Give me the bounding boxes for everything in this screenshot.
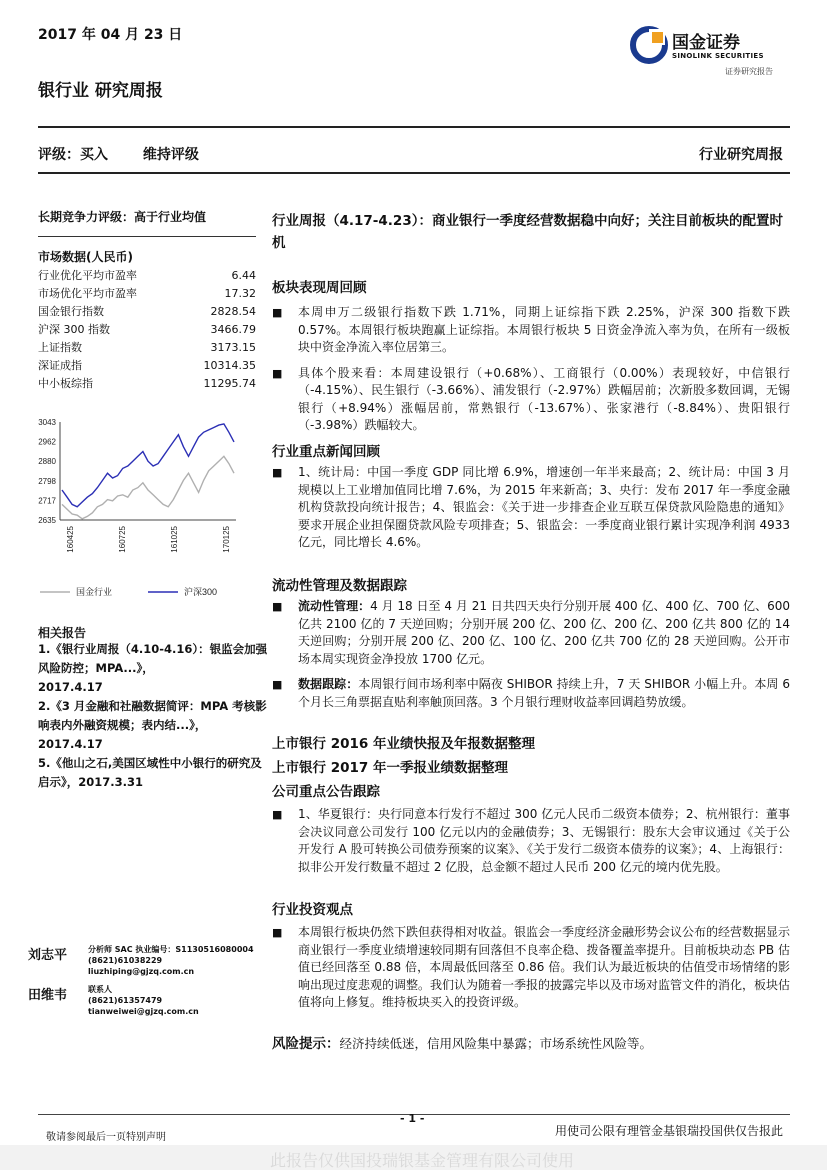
x-tick-label: 160425 [66,526,75,553]
market-data-table [38,266,256,392]
section-heading-link[interactable]: 上市银行 2017 年一季报业绩数据整理 [272,760,508,776]
section-body [272,598,790,711]
logo-subtitle: SINOLINK SECURITIES [672,52,764,60]
analyst-email[interactable]: liuzhiping@gjzq.com.cn [88,967,195,976]
x-tick-label: 161025 [170,526,179,553]
related-reports-list [38,640,268,792]
disclaimer-note: 敬请参阅最后一页特别声明 [46,1132,166,1143]
bullet-item: ■ 流动性管理：4 月 18 日至 4 月 21 日共四天央行分别开展 400 亿、400 亿、700 亿、600 亿共 2100 亿的 7 天逆回购；分别开展 200 亿、200 亿、200 亿、200 亿共 800 亿的 14 天逆回购；分别开展 200 亿、200 亿、100 亿、200 亿共 700 亿的 28 天逆回购。公开市场本周实现资金净投放 1700 亿元。 [272,598,790,668]
analyst-name: 刘志平 [28,948,68,963]
market-row: 市场优化平均市盈率 17.32 [38,286,256,300]
rating-row [38,144,229,164]
report-date: 2017 年 04 月 23 日 [38,27,183,43]
sidebar-divider [38,236,256,237]
y-tick-label: 2717 [38,496,56,506]
market-data-title: 市场数据(人民币) [38,250,133,264]
section-body [272,806,790,876]
sinolink-logo-icon [630,26,668,64]
y-tick-label: 2635 [38,516,56,525]
header-divider [38,126,790,128]
related-report-item[interactable]: 1.《银行业周报（4.10-4.16）：银监会加强风险防控；MPA...》， 2017.4.17 [38,642,268,694]
analyst-card [28,944,268,984]
section-heading-link[interactable]: 上市银行 2016 年业绩快报及年报数据整理 [272,736,535,752]
series-line [62,456,234,519]
bullet-item: ■ 本周申万二级银行指数下跌 1.71%，同期上证综指下跌 2.25%，沪深 300 指数下跌 0.57%。本周银行板块跑赢上证综指。本周银行板块 5 日资金净流入率为负，在所有一级板块中资金净流入率位居第三。 [272,304,790,357]
logo-name: 国金证券 [672,33,740,53]
bullet-item: ■ 数据跟踪：本周银行间市场利率中隔夜 SHIBOR 持续上升，7 天 SHIBOR 小幅上升。本周 6 个月长三角票据直贴利率触顶回落。3 个月银行理财收益率回调趋势放缓。 [272,676,790,711]
section-heading: 行业投资观点 [272,902,353,918]
market-row: 沪深 300 指数 3466.79 [38,322,256,336]
series-line [62,424,234,507]
section-heading: 板块表现周回顾 [272,280,367,296]
market-row: 深证成指 10314.35 [38,358,256,372]
y-tick-label: 3043 [38,418,56,427]
analyst-info: 联系人 (8621)61357479 tianweiwei@gjzq.com.cn [88,985,199,1016]
related-report-item[interactable]: 5.《他山之石,美国区域性中小银行的研究及启示》，2017.3.31 [38,756,262,789]
y-tick-label: 2798 [38,476,56,486]
risk-warning: 风险提示：经济持续低迷，信用风险集中暴露；市场系统性风险等。 [272,1036,653,1052]
report-category-tag: 证券研究报告 [725,67,773,76]
bullet-item: ■ 1、统计局：中国一季度 GDP 同比增 6.9%，增速创一年半来最高；2、统计局：中国 3 月规模以上工业增加值同比增 7.6%，为 2015 年来新高；3、央行：发布 2017 年一季度金融机构贷款投向统计报告；4、银监会：《关于进一步排查企业互联互保贷款风险隐患的通知》要求开展企业担保圈贷款风险专项排查；5、银监会：一季度商业银行累计实现净利润 4933 亿元，同比增长 4.6%。 [272,464,790,552]
section-heading: 流动性管理及数据跟踪 [272,578,407,594]
analyst-name: 田维韦 [28,988,68,1003]
bullet-item: ■ 具体个股来看：本周建设银行（+0.68%）、工商银行（0.00%）表现较好，中信银行（-4.15%）、民生银行（-3.66%）、浦发银行（-2.97%）跌幅居前；次新股多数回调，无锡银行（+8.94%）涨幅居前，常熟银行（-13.67%）、张家港行（-8.84%）、贵阳银行（-3.98%）跌幅较大。 [272,365,790,435]
market-row: 国金银行指数 2828.54 [38,304,256,318]
rating-divider [38,172,790,174]
y-tick-label: 2962 [38,437,56,447]
report-type: 行业研究周报 [699,147,783,163]
legend-label: 国金行业 [76,587,113,597]
x-tick-label: 170125 [222,526,231,553]
rating-status: 维持评级 [142,147,199,163]
section-body [272,924,790,1012]
market-row: 行业优化平均市盈率 6.44 [38,268,256,282]
index-line-chart [26,412,244,612]
company-logo [630,22,800,82]
analyst-info: 分析师 SAC 执业编号：S1130516080004 (8621)61038229 liuzhiping@gjzq.com.cn [88,945,254,976]
bullet-item: ■ 1、华夏银行：央行同意本行发行不超过 300 亿元人民币二级资本债券；2、杭州银行：董事会决议同意公司发行 100 亿元以内的金融债券；3、无锡银行：股东大会审议通过《关于公开发行 A 股可转换公司债券预案的议案》、《关于发行二级资本债券的议案》；4、上海银行：拟非公开发行数量不超过 2 亿股，总金额不超过人民币 200 亿元的境内优先股。 [272,806,790,876]
report-title: 银行业 研究周报 [38,81,163,101]
main-title: 行业周报（4.17-4.23）：商业银行一季度经营数据稳中向好；关注目前板块的配置时机 [272,213,783,251]
analyst-card [28,984,268,1024]
section-heading: 行业重点新闻回顾 [272,444,380,460]
x-tick-label: 160725 [118,526,127,553]
market-row: 中小板综指 11295.74 [38,376,256,390]
legend-label: 沪深300 [184,587,218,597]
analyst-email[interactable]: tianweiwei@gjzq.com.cn [88,1007,199,1016]
related-report-item[interactable]: 2.《3 月金融和社融数据简评：MPA 考核影响表内外融资规模；表内结...》，2017.4.17 [38,699,267,751]
rating-label: 评级：买入 [38,147,108,163]
competitiveness-rating: 长期竞争力评级：高于行业均值 [38,210,207,224]
page-number: - 1 - [400,1112,425,1125]
watermark-text: 此报告仅供国投瑞银基金管理有限公司使用 [270,1151,575,1170]
mirrored-footer-text: 用使司公限有理管金基银瑞投国供仅告报此 [554,1124,783,1138]
section-body [272,464,790,552]
related-reports-title: 相关报告 [38,626,87,640]
market-row: 上证指数 3173.15 [38,340,256,354]
y-tick-label: 2880 [38,457,56,467]
section-body [272,304,790,435]
bullet-item: ■ 本周银行板块仍然下跌但获得相对收益。银监会一季度经济金融形势会议公布的经营数据显示商业银行一季度业绩增速较同期有回落但不良率企稳、拨备覆盖率提升。目前板块动态 PB 估值已经回落至 0.88 倍，本周最低回落至 0.86 倍。我们认为最近板块的估值受市场情绪的影响出现过度悲观的调整。我们认为随着一季报的披露完毕以及市场对监管文件的消化，板块估值将向上修复。维持板块买入的投资评级。 [272,924,790,1012]
section-heading: 公司重点公告跟踪 [272,784,380,800]
